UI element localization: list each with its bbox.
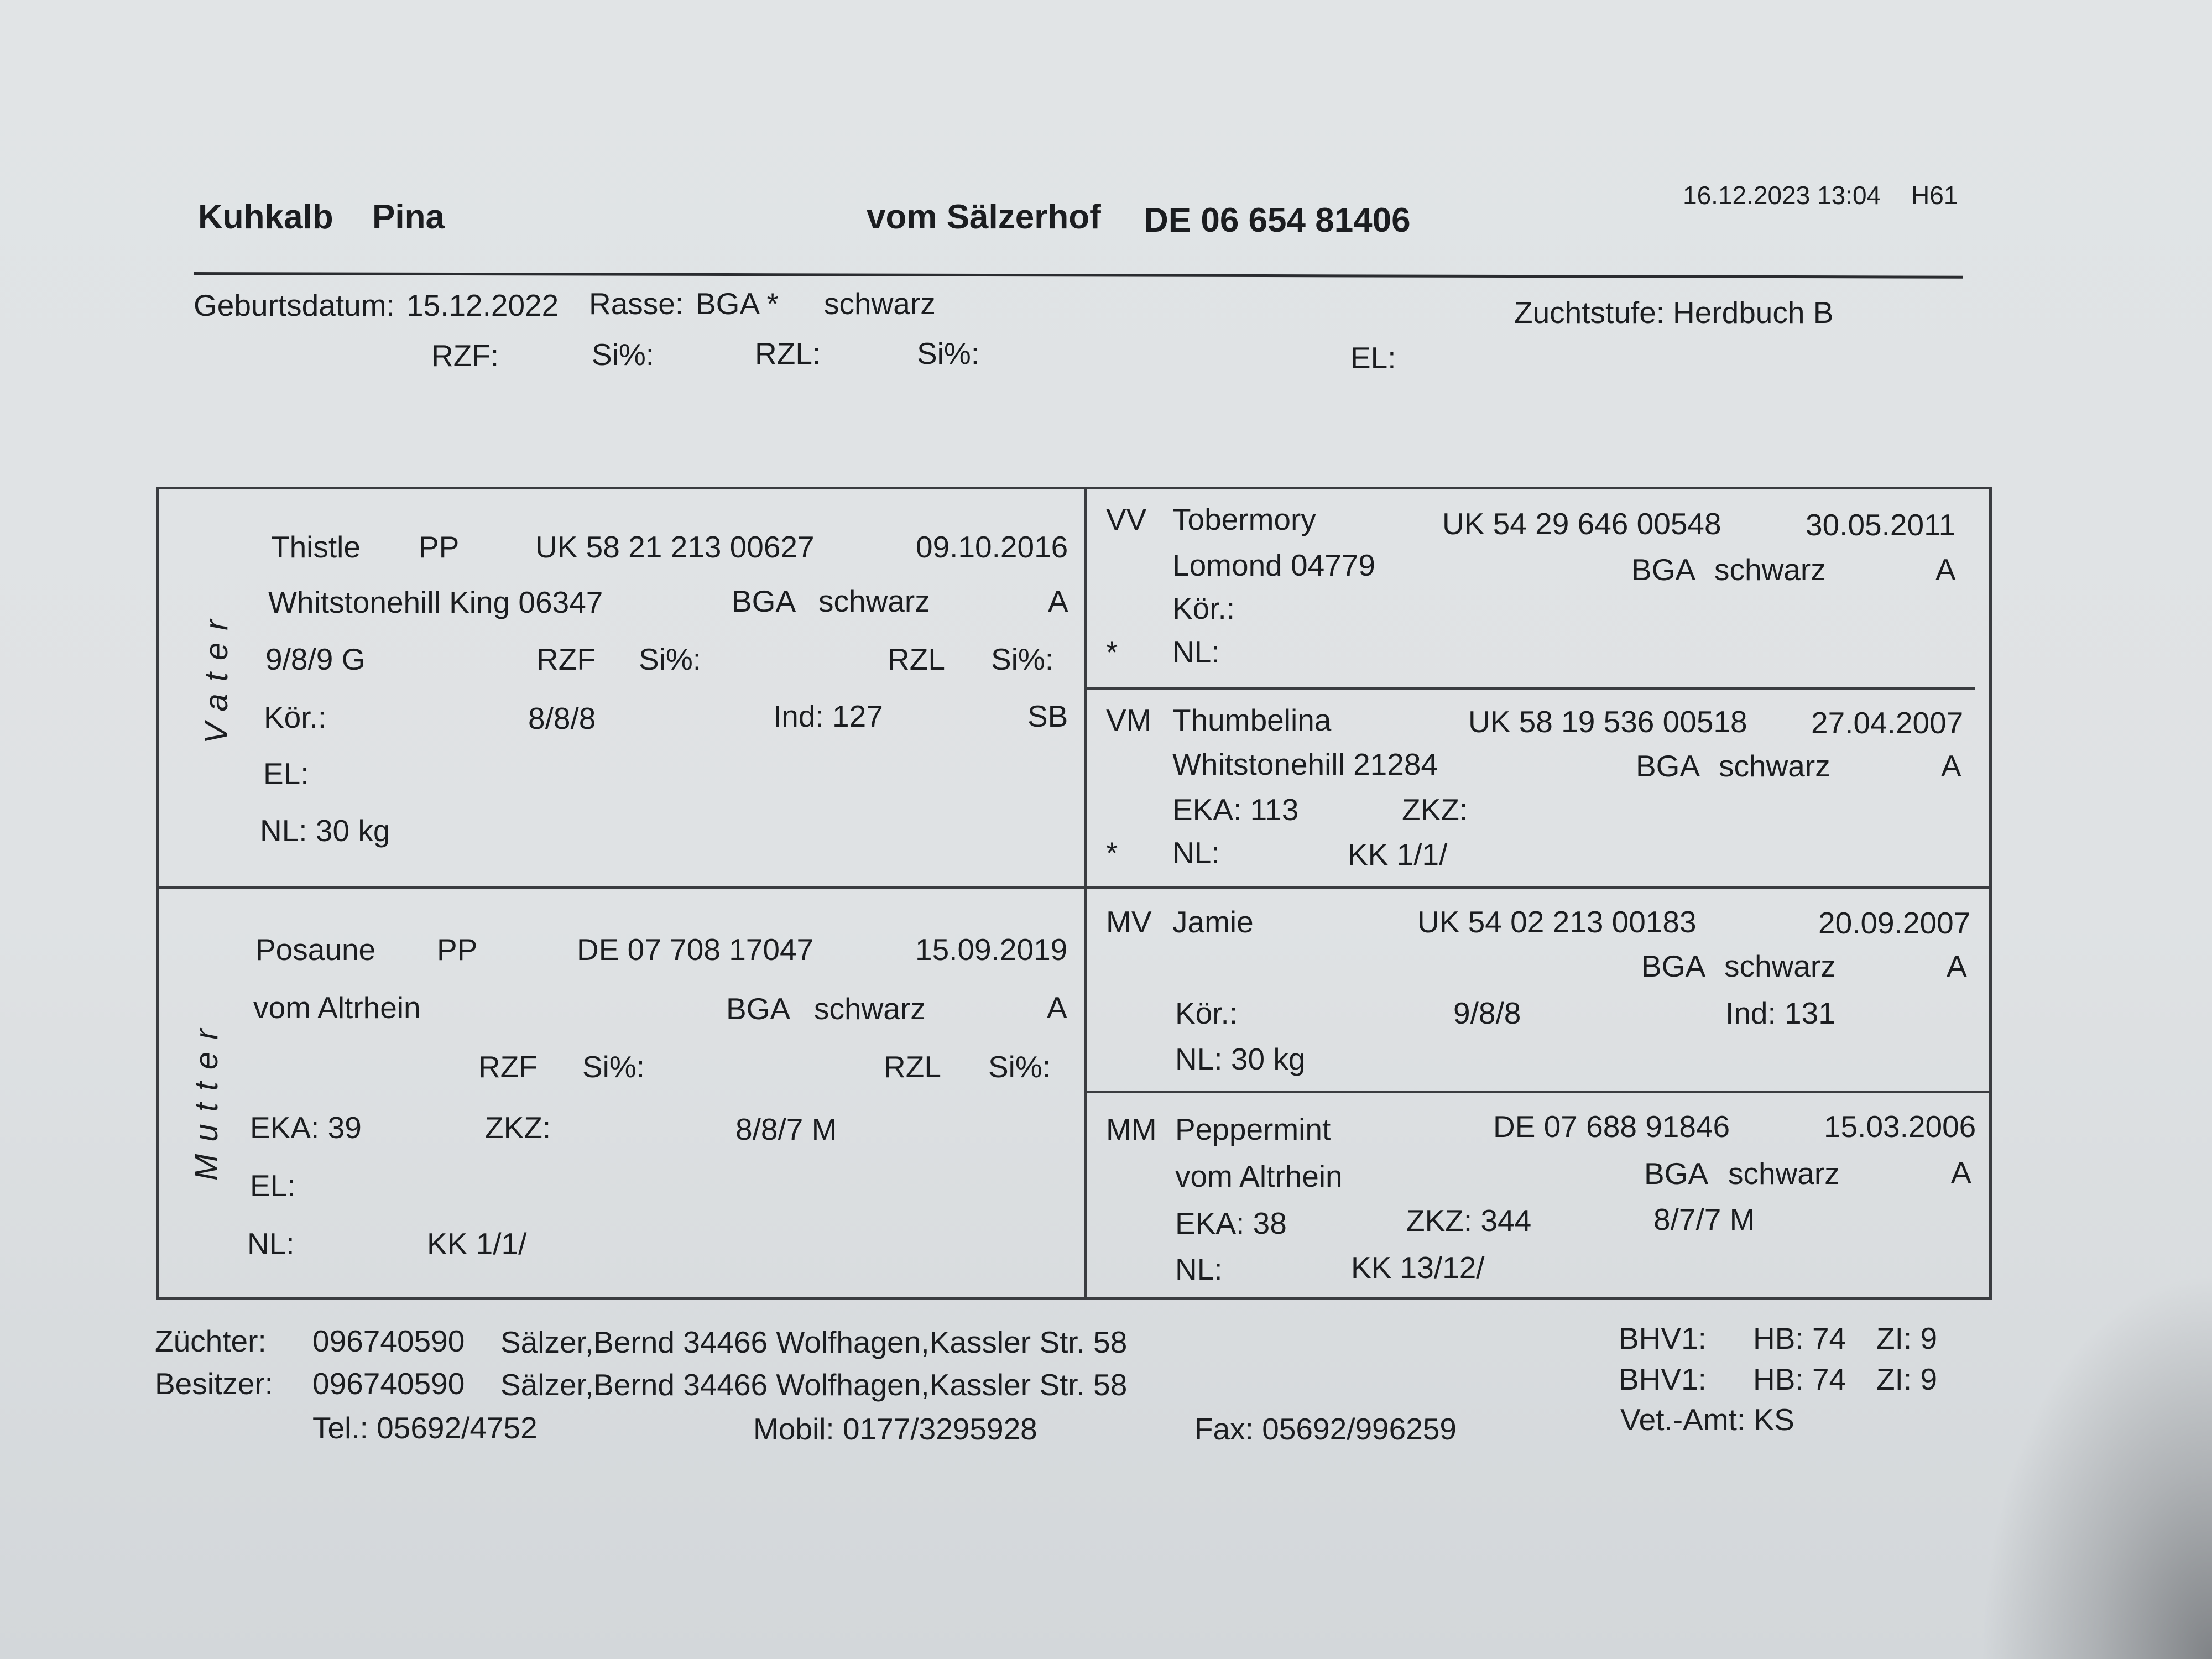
vm-id: UK 58 19 536 00518 — [1468, 705, 1747, 739]
vater-score: 9/8/9 G — [265, 642, 366, 676]
rzf-label: RZF: — [431, 338, 499, 373]
vm-nl: KK 1/1/ — [1348, 837, 1448, 872]
vm-date: 27.04.2007 — [1811, 706, 1964, 740]
mutter-eka: EKA: 39 — [250, 1110, 362, 1145]
vm-grade: A — [1941, 749, 1961, 783]
animal-name: Pina — [372, 198, 445, 236]
mv-code: MV — [1106, 905, 1152, 939]
vv-line2: Lomond 04779 — [1172, 548, 1375, 582]
vm-breed: BGA — [1636, 749, 1700, 783]
rzl-label: RZL: — [755, 336, 821, 371]
breed: BGA * — [696, 286, 779, 321]
grid-divider-vv-vm — [1085, 687, 1975, 690]
mutter-nl: KK 1/1/ — [427, 1227, 527, 1261]
mutter-nl-label: NL: — [247, 1227, 295, 1261]
mv-ind: Ind: 131 — [1725, 996, 1835, 1030]
vv-grade: A — [1936, 552, 1956, 587]
grid-divider-vm-mv — [1085, 886, 1992, 889]
vater-si1: Si%: — [639, 642, 702, 676]
breeder-id: 096740590 — [312, 1324, 465, 1358]
stage: Herdbuch B — [1673, 295, 1834, 330]
fax: Fax: 05692/996259 — [1194, 1412, 1457, 1446]
vv-id: UK 54 29 646 00548 — [1442, 507, 1721, 541]
ear-tag: DE 06 654 81406 — [1144, 201, 1411, 239]
vv-nl: NL: — [1172, 635, 1220, 669]
vm-line2: Whitstonehill 21284 — [1172, 747, 1438, 781]
vater-kor-label: Kör.: — [264, 700, 327, 734]
breeder-label: Züchter: — [155, 1324, 267, 1358]
mm-line2: vom Altrhein — [1175, 1159, 1343, 1193]
animal-type: Kuhkalb — [198, 198, 333, 236]
zi-1: ZI: 9 — [1876, 1321, 1938, 1355]
grid-divider-mv-mm — [1085, 1091, 1992, 1093]
mm-zkz: ZKZ: 344 — [1406, 1203, 1532, 1238]
hb-1: HB: 74 — [1753, 1321, 1846, 1355]
phone: Tel.: 05692/4752 — [312, 1411, 538, 1445]
mm-date: 15.03.2006 — [1824, 1109, 1976, 1144]
mv-date: 20.09.2007 — [1818, 906, 1971, 940]
vater-side-label: Vater — [199, 607, 234, 744]
mobile: Mobil: 0177/3295928 — [753, 1412, 1037, 1446]
mutter-pp: PP — [437, 932, 478, 967]
mv-kor-label: Kör.: — [1175, 996, 1238, 1030]
mutter-name: Posaune — [255, 932, 376, 967]
mm-id: DE 07 688 91846 — [1493, 1109, 1730, 1144]
vater-id: UK 58 21 213 00627 — [535, 530, 815, 564]
mutter-color: schwarz — [814, 992, 926, 1026]
zi-2: ZI: 9 — [1876, 1362, 1938, 1396]
mm-name: Peppermint — [1175, 1112, 1331, 1146]
mv-nl: NL: 30 kg — [1175, 1042, 1306, 1076]
bhv1-label-2: BHV1: — [1619, 1362, 1707, 1396]
mm-score: 8/7/7 M — [1653, 1202, 1755, 1237]
vv-breed: BGA — [1631, 552, 1696, 587]
mutter-si2: Si%: — [988, 1050, 1051, 1084]
vv-color: schwarz — [1714, 552, 1826, 587]
vv-code: VV — [1106, 502, 1147, 536]
grid-divider-vertical — [1084, 487, 1087, 1300]
mm-nl-label: NL: — [1175, 1252, 1223, 1286]
mm-color: schwarz — [1728, 1156, 1840, 1191]
mm-nl: KK 13/12/ — [1351, 1250, 1485, 1285]
vv-name: Tobermory — [1172, 502, 1316, 536]
mutter-zkz: ZKZ: — [485, 1110, 551, 1145]
vater-rzf: RZF — [536, 642, 596, 676]
birth-date: 15.12.2022 — [406, 288, 559, 322]
vater-breed: BGA — [732, 584, 796, 618]
vv-date: 30.05.2011 — [1806, 508, 1956, 542]
grid-divider-left — [156, 886, 1085, 889]
mm-eka: EKA: 38 — [1175, 1206, 1287, 1240]
breeder-address: Sälzer,Bernd 34466 Wolfhagen,Kassler Str. 58 — [500, 1325, 1128, 1359]
mv-color: schwarz — [1724, 949, 1836, 983]
mutter-si1: Si%: — [582, 1050, 645, 1084]
mutter-rzl: RZL — [884, 1050, 941, 1084]
breed-label: Rasse: — [589, 286, 684, 321]
mm-grade: A — [1951, 1155, 1971, 1190]
mutter-breed: BGA — [726, 992, 791, 1026]
vater-line2: Whitstonehill King 06347 — [268, 585, 603, 619]
birth-label: Geburtsdatum: — [194, 288, 395, 322]
vv-kor: Kör.: — [1172, 591, 1235, 625]
mutter-side-label: Mutter — [189, 1016, 225, 1181]
bhv1-label-1: BHV1: — [1619, 1321, 1707, 1355]
vater-kor: 8/8/8 — [528, 701, 596, 735]
vm-star: * — [1106, 836, 1118, 870]
mv-grade: A — [1947, 949, 1967, 983]
el-label: EL: — [1350, 341, 1396, 375]
mutter-line2: vom Altrhein — [253, 990, 421, 1025]
vater-nl: NL: 30 kg — [260, 813, 390, 848]
vm-code: VM — [1106, 703, 1152, 737]
vm-nl-label: NL: — [1172, 836, 1220, 870]
mutter-score: 8/8/7 M — [735, 1112, 837, 1146]
page-code: H61 — [1911, 181, 1958, 210]
owner-label: Besitzer: — [155, 1366, 273, 1401]
mv-id: UK 54 02 213 00183 — [1417, 905, 1697, 939]
vater-sb: SB — [1027, 699, 1068, 733]
vater-ind: Ind: 127 — [773, 699, 883, 733]
timestamp: 16.12.2023 13:04 — [1683, 181, 1881, 210]
mv-name: Jamie — [1172, 905, 1254, 939]
mutter-rzf: RZF — [478, 1050, 538, 1084]
vater-pp: PP — [419, 530, 460, 564]
vv-star: * — [1106, 635, 1118, 669]
vater-el: EL: — [263, 757, 309, 791]
mv-kor: 9/8/8 — [1453, 996, 1521, 1030]
mm-breed: BGA — [1644, 1156, 1709, 1191]
mutter-el: EL: — [250, 1168, 296, 1203]
vm-color: schwarz — [1719, 749, 1830, 783]
farm-name: vom Sälzerhof — [867, 198, 1101, 236]
mv-breed: BGA — [1641, 949, 1706, 983]
mm-code: MM — [1106, 1112, 1157, 1146]
vm-eka: EKA: 113 — [1172, 792, 1299, 827]
mutter-grade: A — [1047, 990, 1067, 1025]
mutter-date: 15.09.2019 — [915, 932, 1068, 967]
vater-rzl: RZL — [888, 642, 945, 676]
vet-office: Vet.-Amt: KS — [1620, 1402, 1794, 1437]
color: schwarz — [824, 286, 936, 321]
vater-grade: A — [1048, 584, 1068, 618]
owner-id: 096740590 — [312, 1366, 465, 1401]
owner-address: Sälzer,Bernd 34466 Wolfhagen,Kassler Str. 58 — [500, 1368, 1128, 1402]
vm-name: Thumbelina — [1172, 703, 1332, 737]
si1-label: Si%: — [592, 337, 655, 372]
stage-label: Zuchtstufe: — [1514, 295, 1665, 330]
hb-2: HB: 74 — [1753, 1362, 1846, 1396]
vm-zkz: ZKZ: — [1402, 792, 1468, 827]
shadow — [1980, 1272, 2212, 1659]
vater-name: Thistle — [271, 530, 361, 564]
vater-si2: Si%: — [991, 642, 1054, 676]
vater-date: 09.10.2016 — [916, 530, 1068, 564]
si2-label: Si%: — [917, 336, 980, 371]
vater-color: schwarz — [818, 584, 930, 618]
mutter-id: DE 07 708 17047 — [577, 932, 814, 967]
